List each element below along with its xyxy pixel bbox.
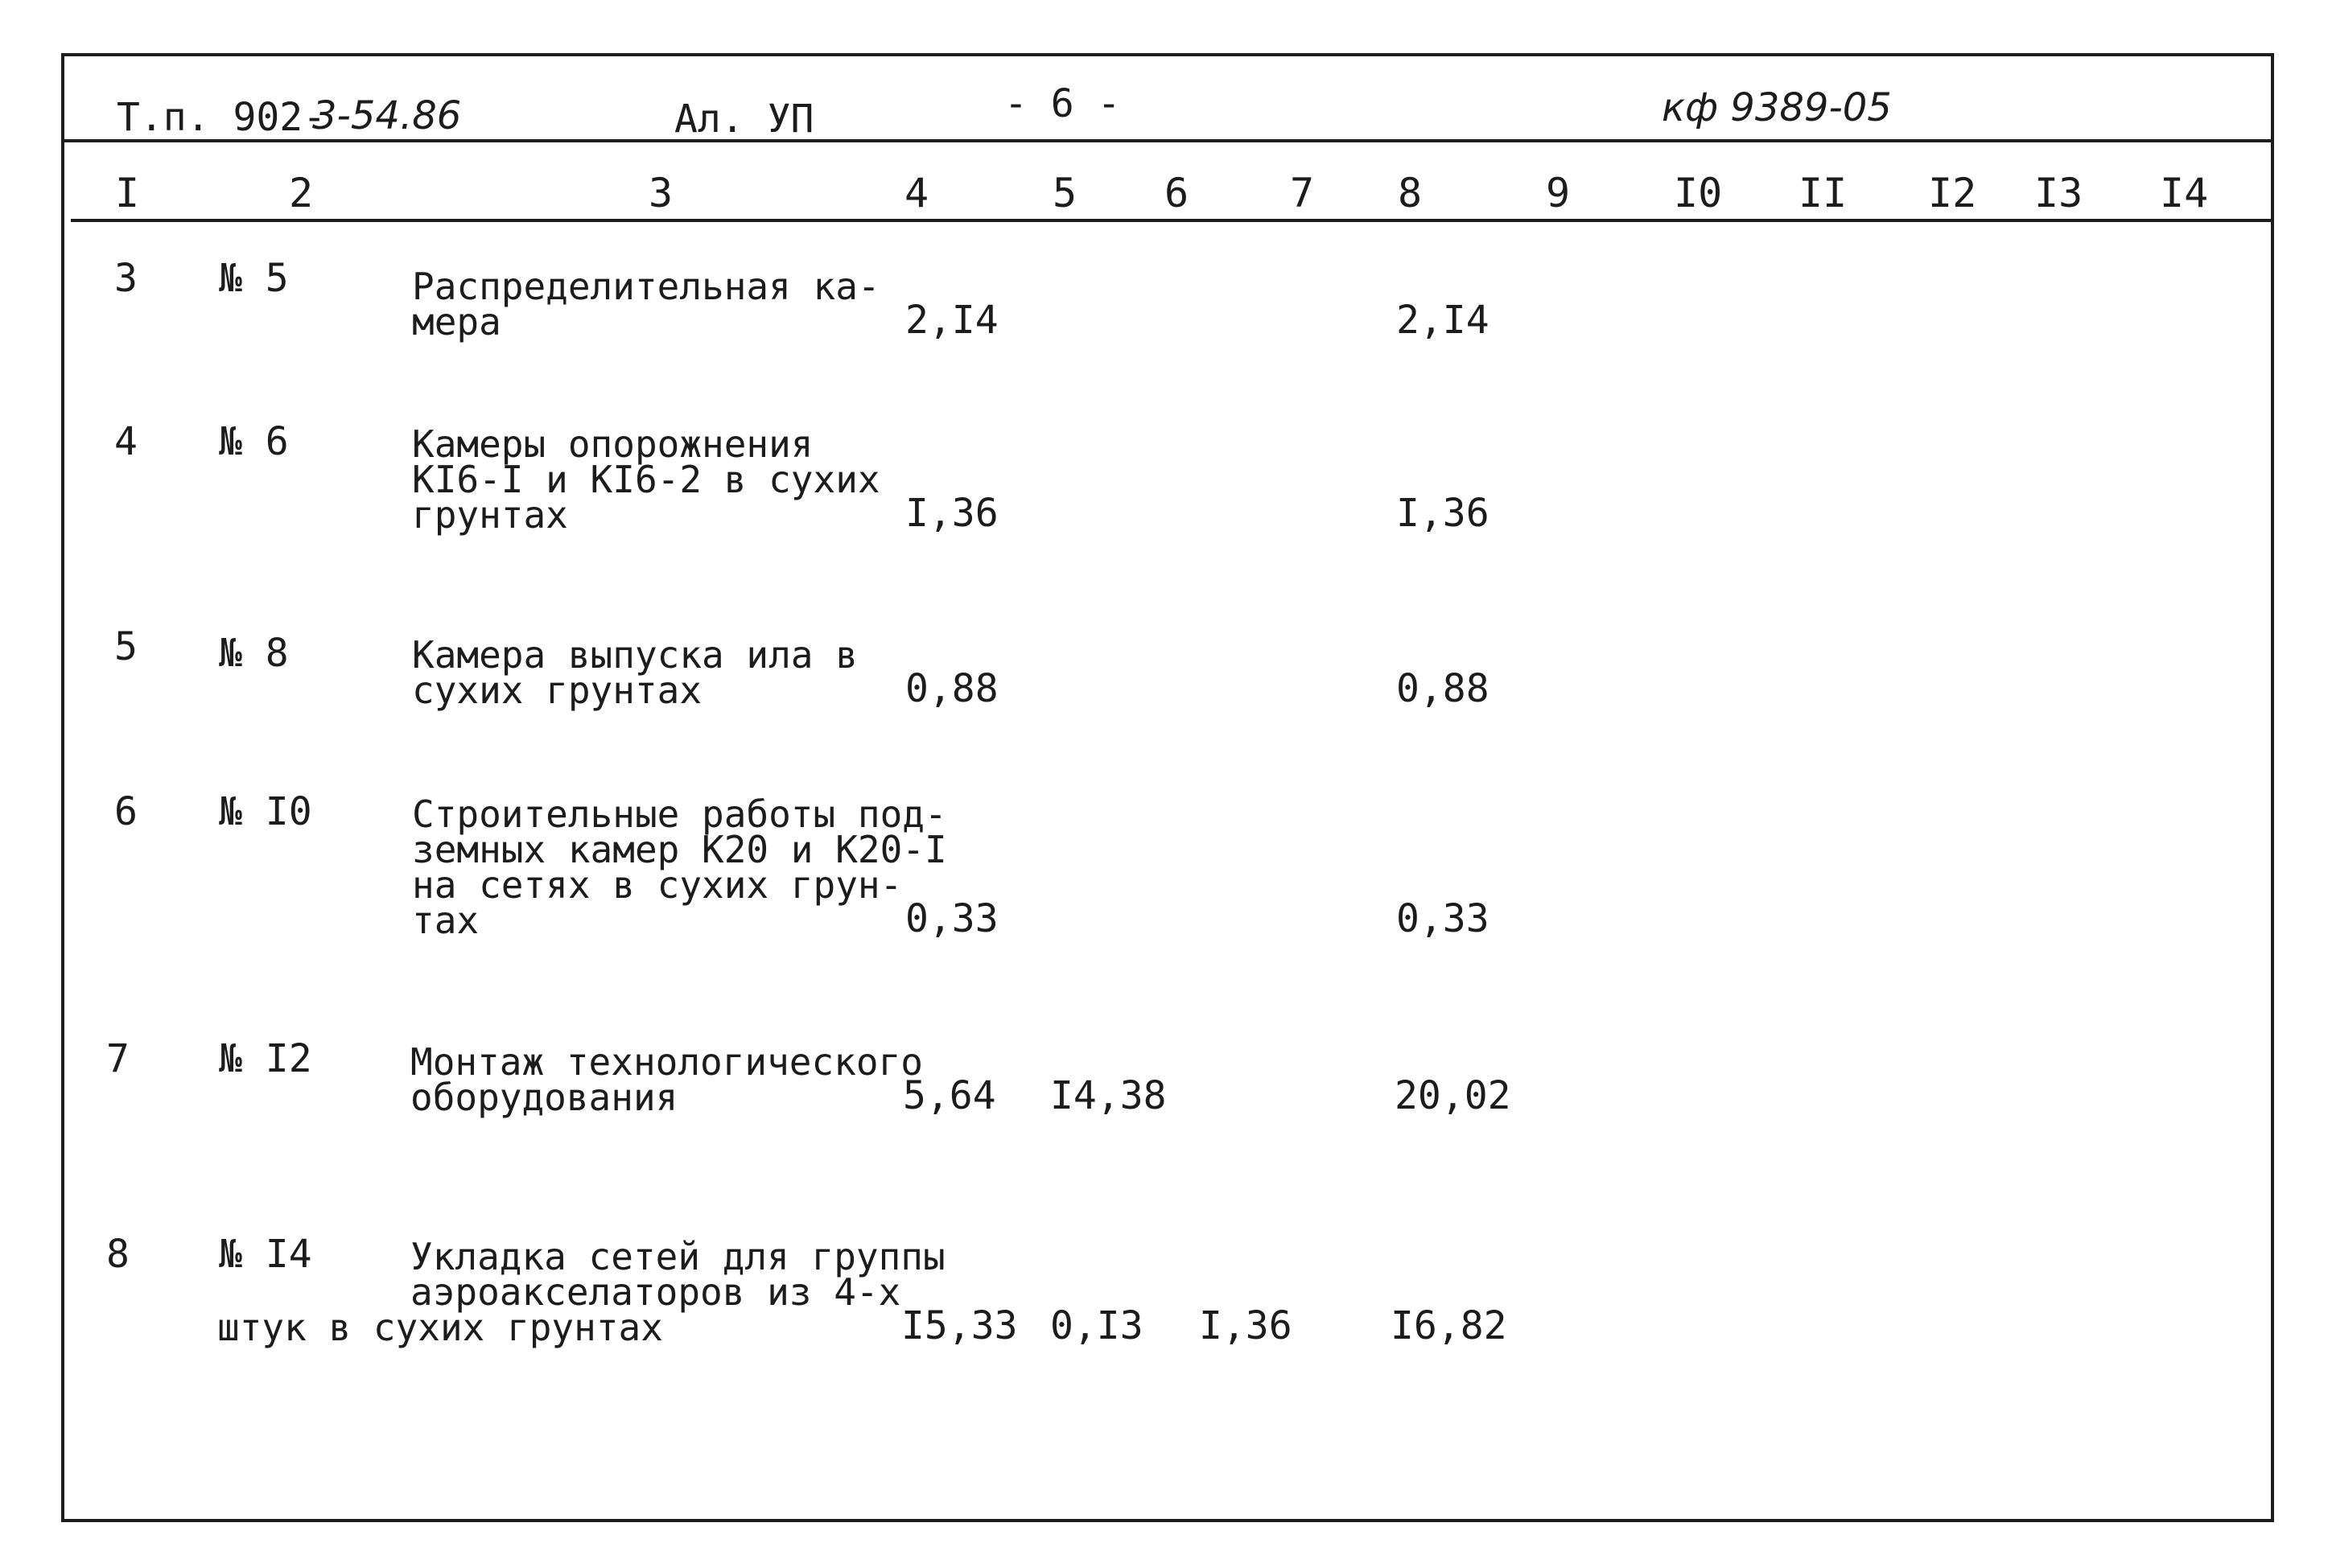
col-num-8: 8 (1398, 170, 1423, 216)
row-description-line: мера (412, 300, 501, 344)
col-num-2: 2 (289, 170, 314, 216)
document-code: кф 9389-05 (1662, 85, 1892, 130)
cell-col8: I,36 (1396, 491, 1490, 536)
cell-col8: 0,33 (1396, 896, 1490, 941)
row-description-line: Распределительная ка- (412, 265, 880, 308)
row-ref: № I4 (219, 1232, 312, 1277)
row-number: 4 (114, 419, 138, 464)
col-num-4: 4 (904, 170, 929, 216)
row-number: 8 (106, 1232, 130, 1277)
row-description-line: на сетях в сухих грун- (412, 863, 903, 907)
header-divider (64, 139, 2274, 142)
cell-col5: 0,I3 (1050, 1303, 1143, 1348)
cell-col4: 5,64 (903, 1073, 996, 1118)
cell-col4: I5,33 (901, 1303, 1018, 1348)
cell-col4: 0,88 (905, 666, 999, 711)
row-ref: № I2 (219, 1036, 312, 1081)
row-description-line: земных камер К20 и К20-I (412, 828, 947, 871)
col-num-10: I0 (1674, 170, 1723, 216)
cell-col8: 20,02 (1395, 1073, 1511, 1118)
col-num-11: II (1799, 170, 1848, 216)
row-ref: № I0 (219, 789, 312, 834)
doc-number-handwritten: 3-54.86 (312, 93, 462, 138)
row-ref: № 5 (219, 256, 289, 301)
col-num-1: I (115, 170, 140, 216)
cell-col8: I6,82 (1391, 1303, 1507, 1348)
row-description-line: аэроакселаторов из 4-х (410, 1270, 901, 1314)
row-number: 6 (114, 789, 138, 834)
doc-number-prefix: Т.п. 902- (117, 95, 327, 140)
row-description-line: Камеры опорожнения (412, 422, 814, 466)
row-number: 3 (114, 256, 138, 301)
cell-col4: I,36 (905, 491, 999, 536)
row-number: 7 (106, 1036, 130, 1081)
cell-col8: 0,88 (1396, 666, 1490, 711)
column-numbers-divider (71, 219, 2274, 222)
row-description-line: грунтах (412, 493, 568, 537)
cell-col8: 2,I4 (1396, 298, 1490, 343)
row-description-line: Укладка сетей для группы (410, 1235, 946, 1278)
row-description-line: Монтаж технологического (410, 1040, 923, 1084)
cell-col4: 0,33 (905, 896, 999, 941)
page-number: - 6 - (1004, 81, 1121, 126)
cell-col6: I,36 (1199, 1303, 1292, 1348)
col-num-3: 3 (649, 170, 674, 216)
row-description-line: Строительные работы под- (412, 792, 947, 836)
row-description-line: штук в сухих грунтах (217, 1306, 663, 1349)
row-description-line: тах (412, 899, 480, 942)
col-num-7: 7 (1290, 170, 1315, 216)
col-num-9: 9 (1546, 170, 1571, 216)
row-description-line: КI6-I и КI6-2 в сухих (412, 458, 880, 501)
row-ref: № 8 (219, 631, 289, 676)
col-num-14: I4 (2160, 170, 2209, 216)
col-num-6: 6 (1164, 170, 1189, 216)
page-frame (61, 53, 2274, 1522)
album-label: Ал. УП (674, 97, 814, 142)
row-number: 5 (114, 624, 138, 669)
row-description-line: оборудования (410, 1076, 678, 1119)
col-num-13: I3 (2034, 170, 2083, 216)
cell-col5: I4,38 (1050, 1073, 1167, 1118)
cell-col4: 2,I4 (905, 298, 999, 343)
col-num-5: 5 (1053, 170, 1077, 216)
row-ref: № 6 (219, 419, 289, 464)
row-description-line: сухих грунтах (412, 669, 703, 712)
row-description-line: Камера выпуска ила в (412, 633, 858, 677)
col-num-12: I2 (1928, 170, 1977, 216)
